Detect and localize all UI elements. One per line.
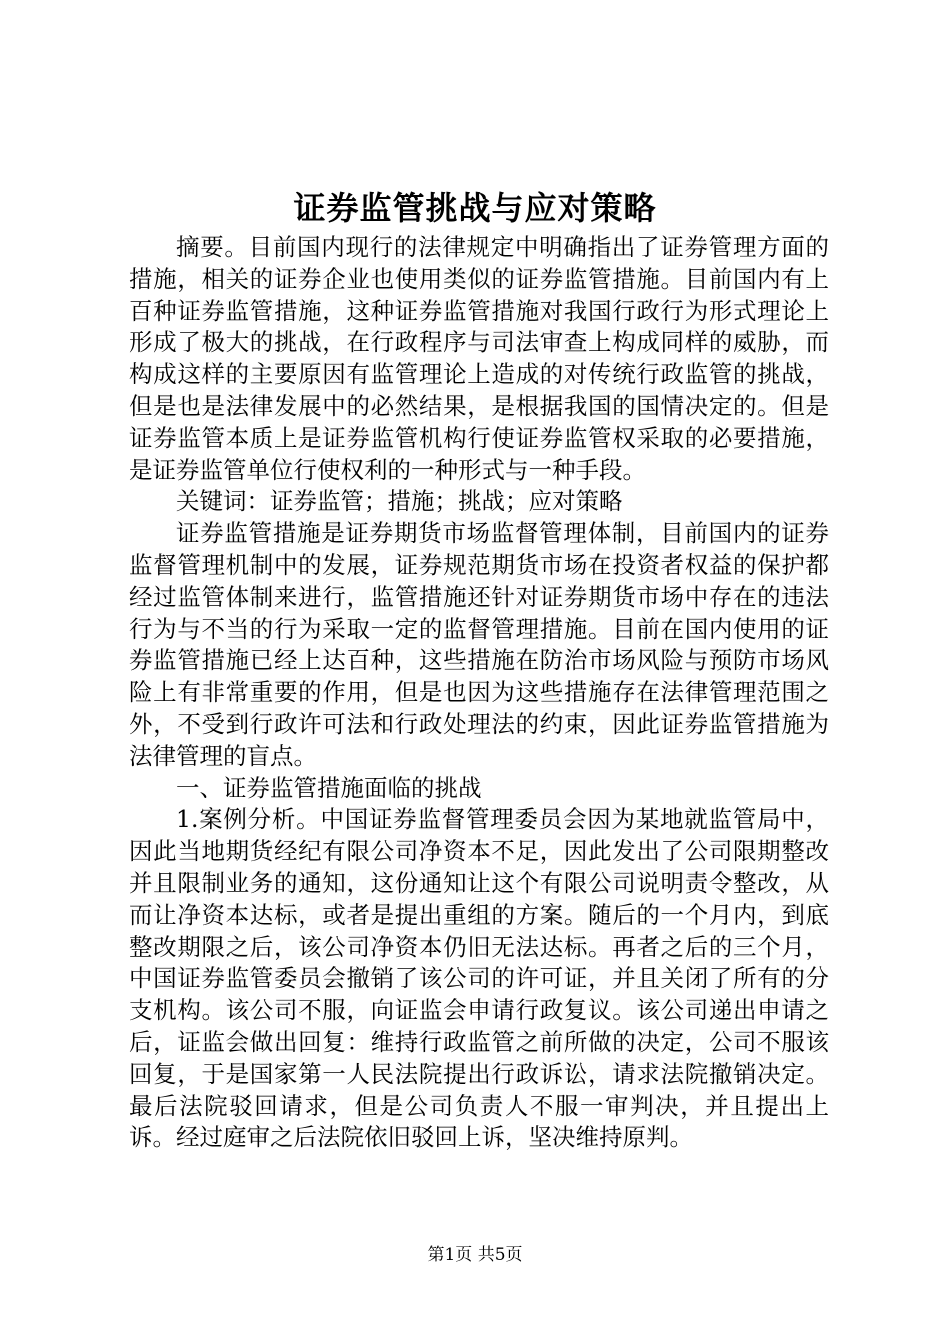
document-body xyxy=(129,232,829,1154)
intro-paragraph: 证券监管措施是证券期货市场监督管理体制，目前国内的证券监督管理机制中的发展，证券规范期货市场在投资者权益的保护都经过监管体制来进行，监管措施还针对证券期货市场中存在的违法行为与不当的行为采取一定的监督管理措施。目前在国内使用的证券监管措施已经上达百种，这些措施在防治市场风险与预防市场风险上有非常重要的作用，但是也因为这些措施存在法律管理范围之外，不受到行政许可法和行政处理法的约束，因此证券监管措施为法律管理的盲点。 xyxy=(129,519,829,770)
abstract-paragraph: 摘要。目前国内现行的法律规定中明确指出了证券管理方面的措施，相关的证券企业也使用类似的证券监管措施。目前国内有上百种证券监管措施，这种证券监管措施对我国行政行为形式理论上形成了极大的挑战，在行政程序与司法审查上构成同样的威胁，而构成这样的主要原因有监管理论上造成的对传统行政监管的挑战，但是也是法律发展中的必然结果，是根据我国的国情决定的。但是证券监管本质上是证券监管机构行使证券监管权采取的必要措施，是证券监管单位行使权利的一种形式与一种手段。 xyxy=(129,233,829,484)
document-title: 证券监管挑战与应对策略 xyxy=(293,189,657,227)
keywords-paragraph: 关键词：证券监管；措施；挑战；应对策略 xyxy=(176,487,623,516)
case-analysis-paragraph: 1.案例分析。中国证券监督管理委员会因为某地就监管局中，因此当地期货经纪有限公司净资本不足，因此发出了公司限期整改并且限制业务的通知，这份通知让这个有限公司说明责令整改，从而让净资本达标，或者是提出重组的方案。随后的一个月内，到底整改期限之后，该公司净资本仍旧无法达标。再者之后的三个月，中国证券监管委员会撤销了该公司的许可证，并且关闭了所有的分支机构。该公司不服，向证监会申请行政复议。该公司递出申请之后，证监会做出回复：维持行政监管之前所做的决定，公司不服该回复，于是国家第一人民法院提出行政诉讼，请求法院撤销决定。最后法院驳回请求，但是公司负责人不服一审判决，并且提出上诉。经过庭审之后法院依旧驳回上诉，坚决维持原判。 xyxy=(129,805,829,1152)
section-heading: 一、证券监管措施面临的挑战 xyxy=(176,773,482,802)
page-footer: 第1页 共5页 xyxy=(427,1245,523,1265)
